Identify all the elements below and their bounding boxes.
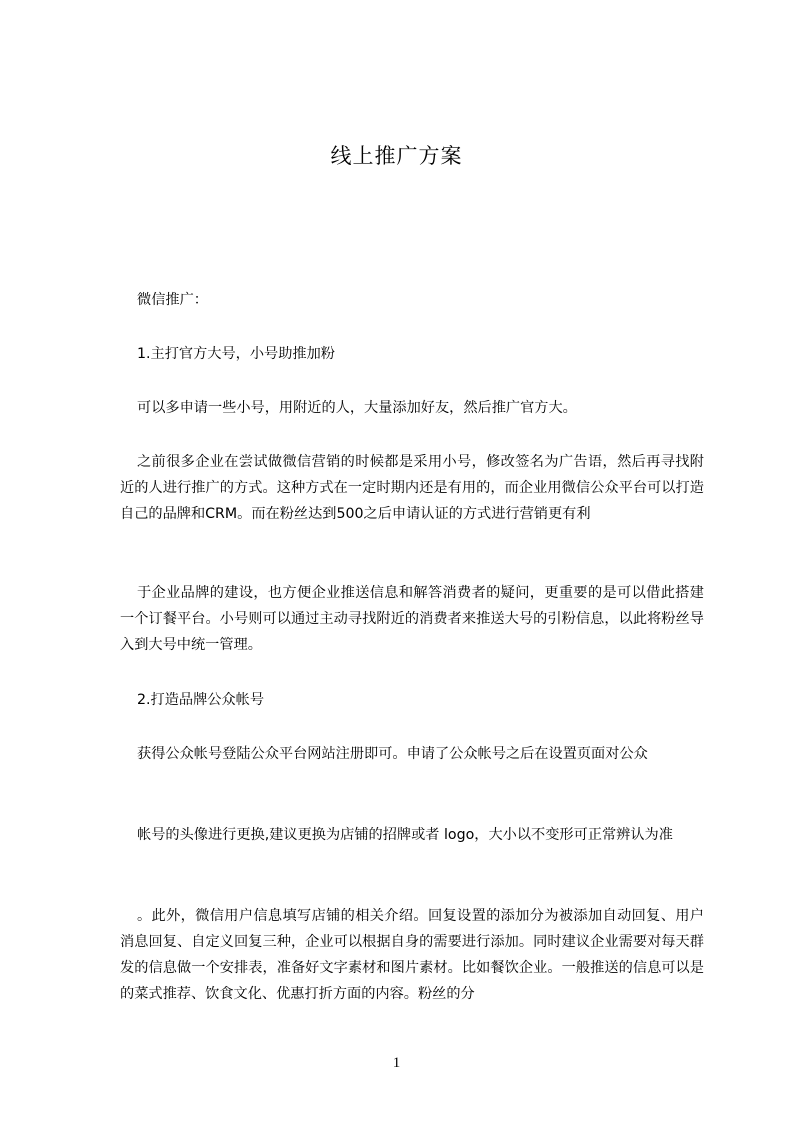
paragraph-avatar-change: 帐号的头像进行更换,建议更换为店铺的招牌或者 logo，大小以不变形可正常辨认为准: [137, 827, 673, 843]
paragraph-reply-settings: 。此外，微信用户信息填写店铺的相关介绍。回复设置的添加分为被添加自动回复、用户消息回复、自定义回复三种，企业可以根据自身的需要进行添加。同时建议企业需要对每天群发的信息做一个安排表，准备好文字素材和图片素材。比如餐饮企业。一般推送的信息可以是的菜式推荐、饮食文化、优惠打折方面的内容。粉丝的分: [120, 908, 704, 1002]
page-number: 1: [392, 1055, 401, 1071]
document-title: 线上推广方案: [330, 144, 463, 168]
paragraph-register-account: 获得公众帐号登陆公众平台网站注册即可。申请了公众帐号之后在设置页面对公众: [137, 746, 648, 762]
paragraph-brand-building: 于企业品牌的建设，也方便企业推送信息和解答消费者的疑问，更重要的是可以借此搭建一个订餐平台。小号则可以通过主动寻找附近的消费者来推送大号的引粉信息，以此将粉丝导入到大号中统一管理。: [120, 585, 704, 653]
paragraph-small-accounts: 可以多申请一些小号，用附近的人，大量添加好友，然后推广官方大。: [137, 400, 577, 416]
paragraph-section-1-heading: 1.主打官方大号，小号助推加粉: [137, 346, 335, 362]
paragraph-section-2-heading: 2.打造品牌公众帐号: [137, 692, 265, 708]
paragraph-wechat-heading: 微信推广：: [137, 292, 208, 308]
paragraph-enterprise-practice: 之前很多企业在尝试做微信营销的时候都是采用小号，修改签名为广告语，然后再寻找附近的人进行推广的方式。这种方式在一定时期内还是有用的，而企业用微信公众平台可以打造自己的品牌和CRM。而在粉丝达到500之后申请认证的方式进行营销更有利: [120, 454, 704, 522]
